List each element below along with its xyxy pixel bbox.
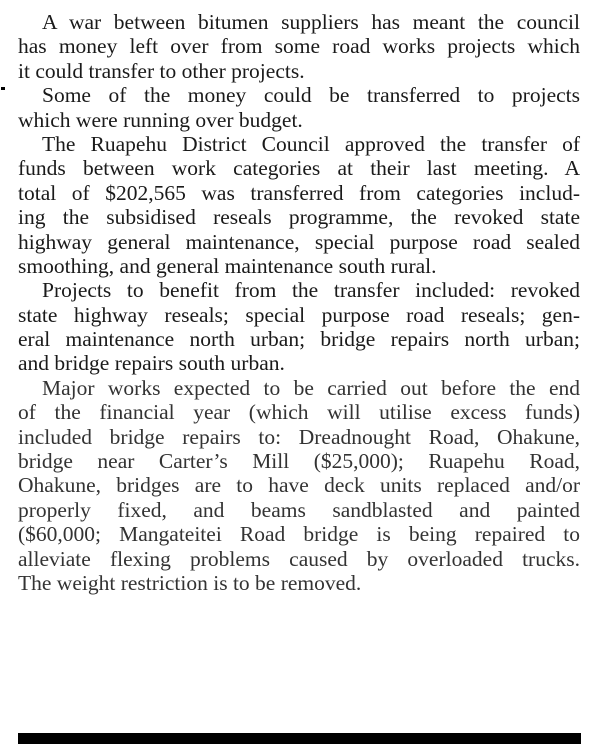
text-line: funds between work categories at their last meeting. A — [18, 156, 580, 181]
text-line: total of $202,565 was transferred from categories includ- — [18, 180, 580, 205]
text-line: eral maintenance north urban; bridge repairs north urban; — [18, 327, 580, 352]
paragraph-1 — [18, 10, 580, 83]
text-line: highway general maintenance, special purpose road sealed — [18, 229, 580, 254]
text-line: Major works expected to be carried out before the end — [42, 375, 580, 400]
text-line: which were running over budget. — [18, 107, 303, 132]
paragraph-3 — [18, 132, 580, 278]
column-rule — [18, 733, 581, 744]
text-line: has money left over from some road works projects which — [18, 34, 580, 59]
text-line: ing the subsidised reseals programme, the revoked state — [18, 205, 580, 230]
article-body — [18, 10, 580, 595]
text-line: Some of the money could be transferred to projects — [42, 83, 580, 108]
text-line: it could transfer to other projects. — [18, 58, 305, 83]
text-line: A war between bitumen suppliers has meant the council — [42, 10, 580, 34]
paragraph-2 — [18, 83, 580, 132]
text-line: alleviate flexing problems caused by overloaded trucks. — [18, 546, 580, 571]
text-line: included bridge repairs to: Dreadnought Road, Ohakune, — [18, 424, 580, 449]
text-line: The weight restriction is to be removed. — [18, 570, 362, 595]
text-line: state highway reseals; special purpose road reseals; gen- — [18, 302, 580, 327]
text-line: smoothing, and general maintenance south rural. — [18, 253, 437, 278]
text-line: properly fixed, and beams sandblasted and painted — [18, 497, 580, 522]
text-line: of the financial year (which will utilise excess funds) — [18, 400, 580, 425]
text-line: The Ruapehu District Council approved the transfer of — [42, 131, 580, 156]
paragraph-4 — [18, 278, 580, 376]
text-line: Projects to benefit from the transfer included: revoked — [42, 278, 580, 303]
paragraph-5 — [18, 376, 580, 596]
text-line: and bridge repairs south urban. — [18, 351, 285, 376]
print-speck — [1, 87, 5, 90]
text-line: ($60,000; Mangateitei Road bridge is being repaired to — [18, 522, 580, 547]
text-line: bridge near Carter’s Mill ($25,000); Ruapehu Road, — [18, 449, 580, 474]
text-line: Ohakune, bridges are to have deck units replaced and/or — [18, 473, 580, 498]
